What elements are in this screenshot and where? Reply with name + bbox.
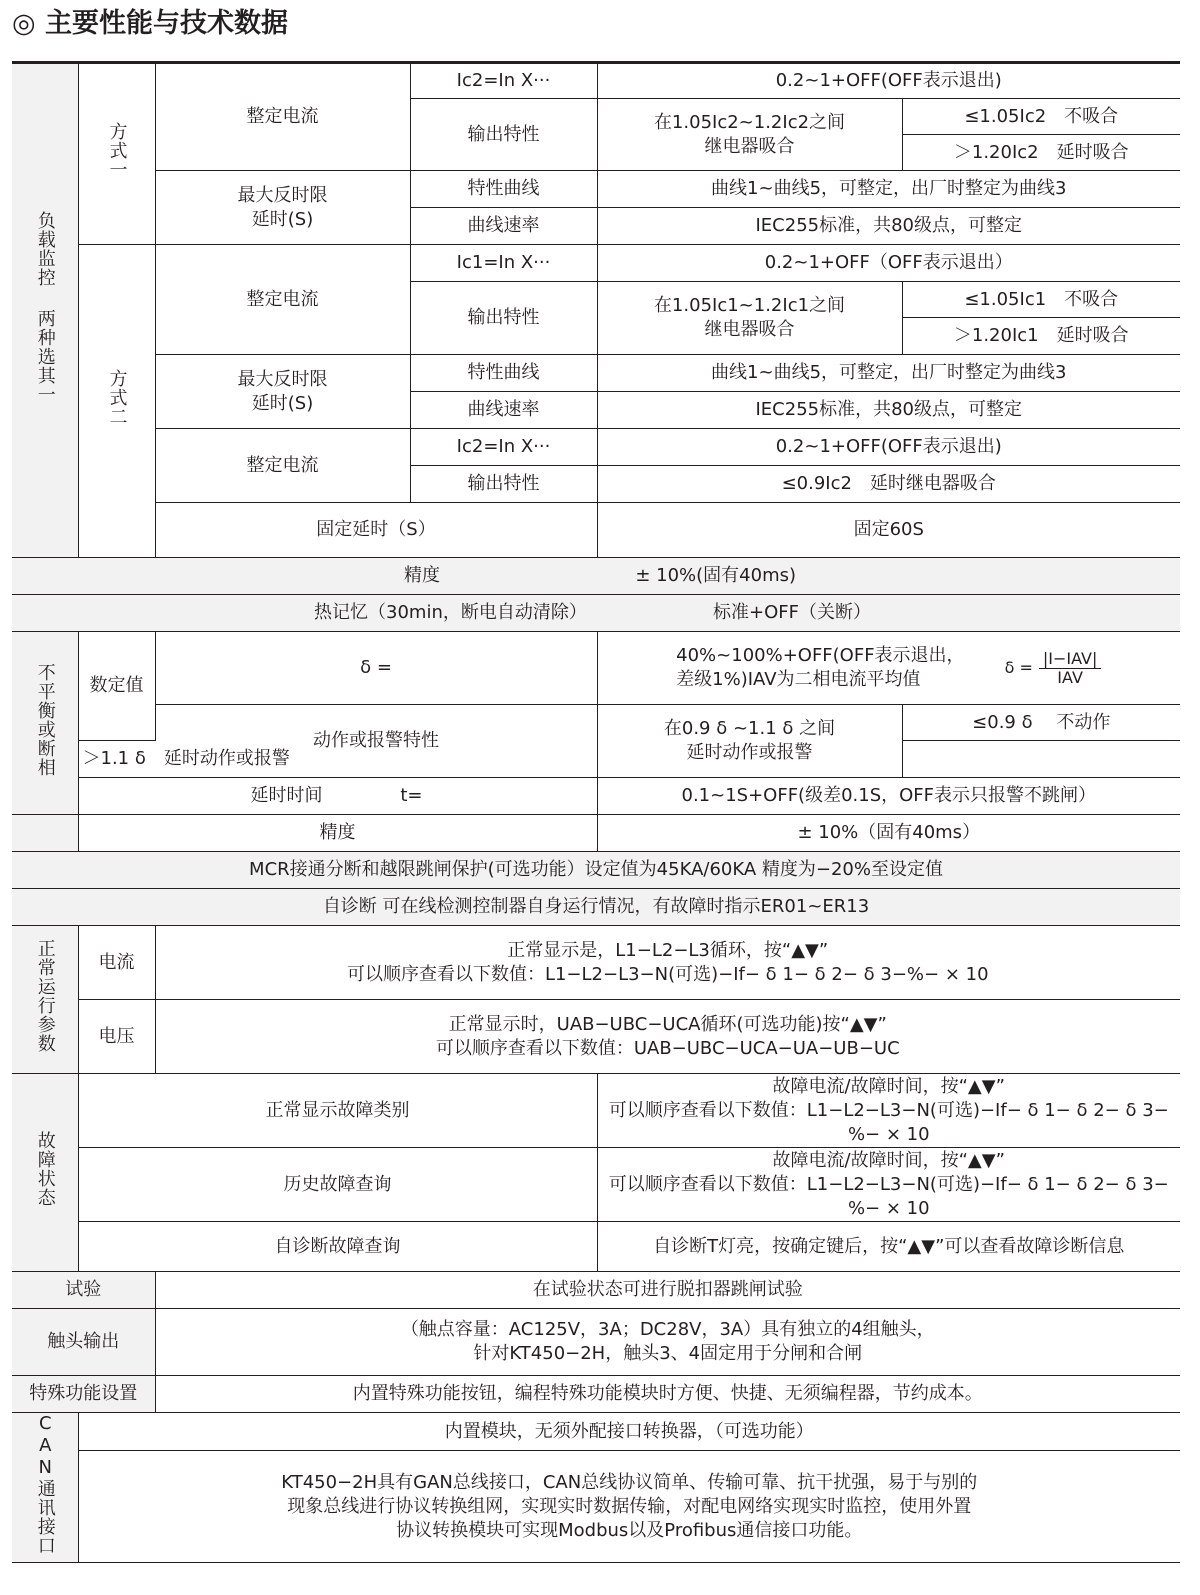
- mode2-ic1-label: Ic1=In X···: [410, 245, 597, 282]
- unbalance-group-label: 不平衡或断相: [34, 662, 56, 777]
- mode1-ic2-label: Ic2=In X···: [410, 64, 597, 99]
- unbalance-delay-cell: [78, 778, 597, 815]
- unbalance-delay-symbol: t=: [400, 785, 423, 806]
- mode1-curve-label: 特性曲线: [410, 171, 597, 208]
- mode2-output-value-b: ≤0.9Ic2 延时继电器吸合: [597, 466, 1180, 503]
- mode2-rate-value: IEC255标准，共80级点，可整定: [597, 392, 1180, 429]
- thermal-value: 标准+OFF（关断）: [713, 602, 872, 623]
- special-label: 特殊功能设置: [12, 1376, 155, 1413]
- load-monitor-group-label: 负载监控 两种选其一: [34, 210, 56, 404]
- mode1-rate-value: IEC255标准，共80级点，可整定: [597, 208, 1180, 245]
- mode2-ic2-value: 0.2~1+OFF(OFF表示退出): [597, 429, 1180, 466]
- unbalance-group-cell: [12, 632, 78, 815]
- precision-row: [12, 558, 1180, 595]
- delta-formula-denominator: IAV: [1057, 667, 1083, 687]
- mode2-inverse-label: 最大反时限 延时(S): [237, 368, 328, 414]
- mode2-ic1-value: 0.2~1+OFF（OFF表示退出）: [597, 245, 1180, 282]
- normal-group-cell: [12, 926, 78, 1074]
- mode1-output-between: 在1.05Ic2~1.2Ic2之间 继电器吸合: [653, 111, 846, 157]
- mode2-setting-current-b: 整定电流: [155, 429, 410, 503]
- mode1-output-high: ＞1.20Ic2 延时吸合: [902, 135, 1180, 171]
- test-value: 在试验状态可进行脱扣器跳闸试验: [155, 1272, 1180, 1309]
- mode1-label: 方式一: [106, 122, 128, 179]
- fault-normal-label: 正常显示故障类别: [78, 1074, 597, 1148]
- mode1-inverse-label: 最大反时限 延时(S): [237, 184, 328, 230]
- unbalance-delta-label: δ =: [155, 632, 597, 705]
- mode2-label: 方式二: [106, 369, 128, 426]
- selfdiag-row: 自诊断 可在线检测控制器自身运行情况，有故障时指示ER01~ER13: [12, 889, 1180, 926]
- mode2-output-label: 输出特性: [410, 282, 597, 355]
- mode2-output-low: ≤1.05Ic1 不吸合: [902, 282, 1180, 318]
- fault-history-value: 故障电流/故障时间，按“▲▼” 可以顺序查看以下数值：L1−L2−L3−N(可选)−If− δ 1− δ 2− δ 3−%− × 10: [608, 1149, 1169, 1219]
- delta-formula-numerator: |I−IAV|: [1039, 650, 1102, 669]
- mcr-row: MCR接通分断和越限跳闸保护(可选功能）设定值为45KA/60KA 精度为−20%至设定值: [12, 852, 1180, 889]
- mode1-cell: [78, 64, 155, 245]
- unbalance-setting-label: 数定值: [78, 632, 155, 741]
- unbalance-precision-value: ± 10%（固有40ms）: [597, 815, 1180, 852]
- load-monitor-group-cell: [12, 64, 78, 558]
- section-title: ◎ 主要性能与技术数据: [12, 8, 288, 39]
- precision-value: ± 10%(固有40ms): [635, 565, 797, 586]
- delta-formula-lhs: δ =: [1004, 658, 1033, 677]
- unbalance-action-low: ≤0.9 δ 不动作: [902, 705, 1180, 741]
- mode1-rate-label: 曲线速率: [410, 208, 597, 245]
- precision-label: 精度: [404, 565, 440, 586]
- unbalance-delta-cell: [597, 632, 1180, 705]
- mode2-fixed-delay-label: 固定延时（S）: [155, 503, 597, 558]
- mode1-ic2-value: 0.2~1+OFF(OFF表示退出): [597, 64, 1180, 99]
- mode2-curve-label: 特性曲线: [410, 355, 597, 392]
- mode1-output-low: ≤1.05Ic2 不吸合: [902, 99, 1180, 135]
- unbalance-action-label: 动作或报警特性: [155, 705, 597, 778]
- contact-label: 触头输出: [12, 1309, 155, 1376]
- normal-current-value: 正常显示是，L1−L2−L3循环，按“▲▼” 可以顺序查看以下数值：L1−L2−L3−N(可选)−If− δ 1− δ 2− δ 3−%− × 10: [346, 939, 989, 985]
- test-label: 试验: [12, 1272, 155, 1309]
- can-row1: 内置模块，无须外配接口转换器，（可选功能）: [78, 1413, 1180, 1451]
- mode2-fixed-delay-value: 固定60S: [597, 503, 1180, 558]
- fault-history-label: 历史故障查询: [78, 1148, 597, 1222]
- mode2-curve-value: 曲线1~曲线5，可整定，出厂时整定为曲线3: [597, 355, 1180, 392]
- mode2-cell: [78, 245, 155, 558]
- delta-formula: [1005, 650, 1102, 687]
- unbalance-spacer: [12, 815, 78, 852]
- mode1-curve-value: 曲线1~曲线5，可整定，出厂时整定为曲线3: [597, 171, 1180, 208]
- fault-group-cell: [12, 1074, 78, 1272]
- normal-group-label: 正常运行参数: [34, 939, 56, 1053]
- fault-diag-value: 自诊断T灯亮，按确定键后，按“▲▼”可以查看故障诊断信息: [597, 1222, 1180, 1272]
- mode2-output-between: 在1.05Ic1~1.2Ic1之间 继电器吸合: [653, 295, 846, 340]
- mode2-setting-current: 整定电流: [155, 245, 410, 355]
- can-group-cell: [12, 1413, 78, 1563]
- normal-voltage-label: 电压: [78, 1000, 155, 1074]
- mode2-output-label-b: 输出特性: [410, 466, 597, 503]
- unbalance-delay-value: 0.1~1S+OFF(级差0.1S，OFF表示只报警不跳闸）: [597, 778, 1180, 815]
- mode2-ic2-label: Ic2=In X···: [410, 429, 597, 466]
- can-row2: KT450−2H具有GAN总线接口，CAN总线协议简单、传输可靠、抗干扰强，易于与别的 现象总线进行协议转换组网，实现实时数据传输，对配电网络实现实时监控，使用外置 协议转换模块可实现Modbus以及Profibus通信接口功能。: [281, 1471, 978, 1541]
- thermal-label: 热记忆（30min，断电自动清除）: [314, 602, 587, 623]
- mode1-output-label: 输出特性: [410, 99, 597, 171]
- fault-group-label: 故障状态: [34, 1131, 56, 1207]
- unbalance-delta-value: 40%~100%+OFF(OFF表示退出， 差级1%)IAV为二相电流平均值: [676, 645, 965, 690]
- contact-value: （触点容量：AC125V，3A；DC28V，3A）具有独立的4组触头， 针对KT450−2H，触头3、4固定用于分闸和合闸: [400, 1319, 935, 1364]
- fault-normal-value: 故障电流/故障时间，按“▲▼” 可以顺序查看以下数值：L1−L2−L3−N(可选)−If− δ 1− δ 2− δ 3−%− × 10: [608, 1075, 1169, 1145]
- unbalance-action-high: ＞1.1 δ 延时动作或报警: [78, 741, 155, 778]
- unbalance-delay-label: 延时时间: [250, 785, 323, 806]
- unbalance-precision-label: 精度: [78, 815, 597, 852]
- normal-current-label: 电流: [78, 926, 155, 1000]
- mode2-rate-label: 曲线速率: [410, 392, 597, 429]
- fault-diag-label: 自诊断故障查询: [78, 1222, 597, 1272]
- special-value: 内置特殊功能按钮，编程特殊功能模块时方便、快捷、无须编程器，节约成本。: [155, 1376, 1180, 1413]
- normal-voltage-value: 正常显示时，UAB−UBC−UCA循环(可选功能)按“▲▼” 可以顺序查看以下数值：UAB−UBC−UCA−UA−UB−UC: [435, 1013, 900, 1059]
- spec-table: [12, 63, 1180, 1563]
- can-group-label: CAN通讯接口: [34, 1413, 56, 1555]
- mode1-setting-current: 整定电流: [155, 64, 410, 171]
- unbalance-action-between: 在0.9 δ ~1.1 δ 之间 延时动作或报警: [663, 718, 836, 763]
- thermal-row: [12, 595, 1180, 632]
- mode2-output-high: ＞1.20Ic1 延时吸合: [902, 318, 1180, 355]
